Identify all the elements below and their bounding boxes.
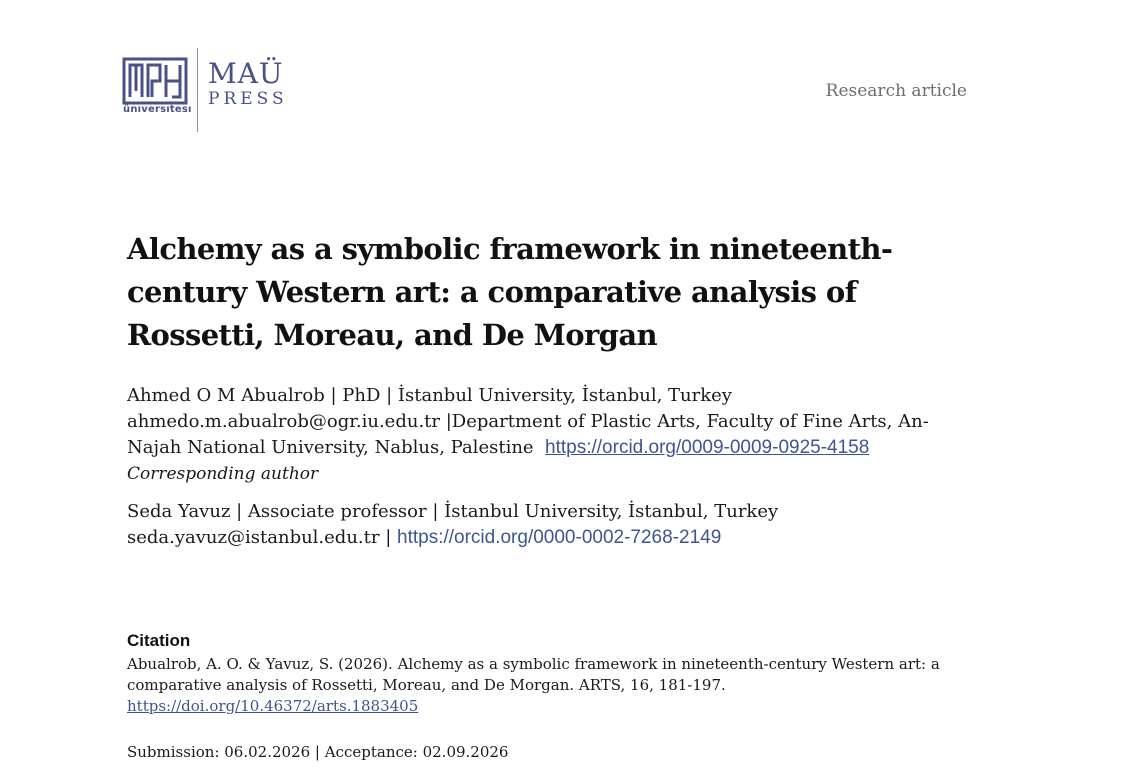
author-2-affiliation: Seda Yavuz | Associate professor | İstanbul University, İstanbul, Turkey: [127, 501, 779, 522]
author-2-block: [127, 499, 987, 551]
citation-body: [127, 654, 987, 717]
corresponding-author-note: Corresponding author: [127, 464, 319, 484]
logo-press-bottom: PRESS: [208, 89, 288, 109]
author-1-email-dept: ahmedo.m.abualrob@ogr.iu.edu.tr |Department of Plastic Arts, Faculty of Fine Arts, An-: [127, 411, 929, 432]
citation-heading: Citation: [127, 631, 191, 650]
author-2-email: seda.yavuz@istanbul.edu.tr |: [127, 527, 397, 548]
author-1-orcid-link[interactable]: https://orcid.org/0009-0009-0925-4158: [545, 437, 870, 458]
author-1-block: [127, 383, 987, 487]
submission-acceptance-dates: Submission: 06.02.2026 | Acceptance: 02.09.2026: [127, 743, 509, 761]
title-line: Rossetti, Moreau, and De Morgan: [127, 318, 658, 352]
author-1-institution-line: [127, 435, 987, 461]
citation-line: comparative analysis of Rossetti, Moreau, and De Morgan. ARTS, 16, 181-197.: [127, 676, 726, 694]
logo-subtext: ünıversıtesı: [123, 104, 192, 115]
title-line: century Western art: a comparative analysis of: [127, 275, 857, 309]
citation-doi-link[interactable]: https://doi.org/10.46372/arts.1883405: [127, 697, 419, 715]
author-1-affiliation: Ahmed O M Abualrob | PhD | İstanbul University, İstanbul, Turkey: [127, 385, 732, 406]
article-type-label: Research article: [825, 81, 967, 101]
author-2-orcid-link[interactable]: https://orcid.org/0000-0002-7268-2149: [397, 527, 722, 548]
paper-title: [127, 228, 947, 357]
author-2-email-line: [127, 525, 987, 551]
title-line: Alchemy as a symbolic framework in nineteenth-: [127, 232, 893, 266]
author-1-institution: Najah National University, Nablus, Palestine: [127, 437, 534, 458]
logo-press-top: MAÜ: [208, 57, 284, 90]
mau-press-logo: [208, 57, 288, 109]
logo-divider: [197, 48, 198, 132]
citation-line: Abualrob, A. O. & Yavuz, S. (2026). Alchemy as a symbolic framework in nineteenth-century Western art: a: [127, 655, 940, 673]
